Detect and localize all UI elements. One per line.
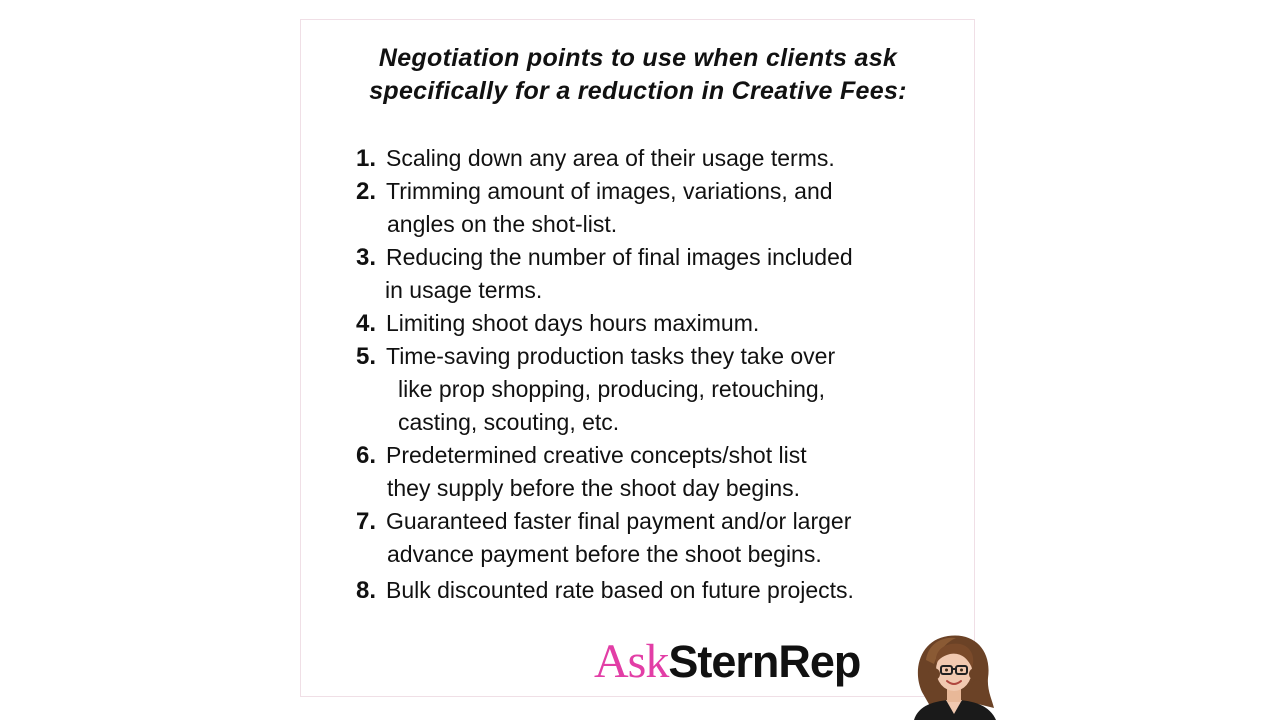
list-item-3	[356, 241, 956, 307]
item-text: Scaling down any area of their usage terms.	[386, 145, 835, 171]
list-item-6	[356, 439, 956, 505]
list-item-4	[356, 307, 956, 340]
item-number: 7.	[356, 508, 377, 535]
item-number: 6.	[356, 442, 377, 469]
list-item-5	[356, 340, 956, 439]
item-text-continued: advance payment before the shoot begins.	[387, 541, 822, 567]
item-number: 1.	[356, 145, 377, 172]
item-text: Bulk discounted rate based on future projects.	[386, 577, 854, 603]
item-text: Predetermined creative concepts/shot list	[386, 442, 807, 468]
brand-ask: Ask	[594, 635, 669, 688]
item-text: Reducing the number of final images included	[386, 244, 853, 270]
item-text-continued: they supply before the shoot day begins.	[387, 475, 801, 501]
brand-logo	[594, 632, 860, 692]
item-number: 3.	[356, 244, 377, 271]
list-item-7	[356, 505, 956, 571]
illustrated-woman-avatar-icon	[908, 630, 1000, 720]
item-text-continued: in usage terms.	[385, 277, 543, 303]
item-number: 8.	[356, 577, 377, 604]
slide-title	[300, 42, 976, 108]
title-line-2: specifically for a reduction in Creative Fees:	[369, 77, 907, 105]
item-number: 4.	[356, 310, 377, 337]
negotiation-points-list	[356, 142, 956, 607]
item-text: Limiting shoot days hours maximum.	[386, 310, 760, 336]
list-item-2	[356, 175, 956, 241]
item-text: Guaranteed faster final payment and/or larger	[386, 508, 852, 534]
item-text: Trimming amount of images, variations, and	[386, 178, 833, 204]
item-text: Time-saving production tasks they take over	[386, 343, 836, 369]
brand-sternrep: SternRep	[668, 636, 861, 687]
item-text-continued: like prop shopping, producing, retouching,	[398, 376, 826, 402]
item-number: 2.	[356, 178, 377, 205]
item-text-continued: casting, scouting, etc.	[398, 409, 620, 435]
item-text-continued: angles on the shot-list.	[387, 211, 618, 237]
title-line-1: Negotiation points to use when clients ask	[378, 44, 898, 72]
item-number: 5.	[356, 343, 377, 370]
list-item-1	[356, 142, 956, 175]
list-item-8	[356, 574, 956, 607]
